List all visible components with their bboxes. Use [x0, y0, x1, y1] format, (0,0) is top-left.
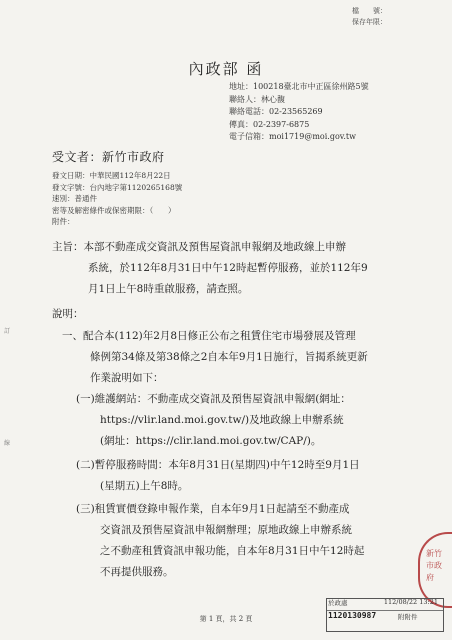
file-labels — [352, 6, 387, 28]
binding-mark: 線 — [4, 440, 11, 447]
page-number: 第 1 頁，共 2 頁 — [199, 615, 253, 623]
item-line: 一、配合本(112)年2月8日修正公布之租賃住宅市場發展及管理 — [62, 330, 356, 342]
speed-class: 速別：普通件 — [52, 194, 97, 204]
subject-line: 月1日上午8時重啟服務，請查照。 — [88, 283, 249, 295]
sub-item-2 — [76, 455, 360, 497]
sub-item-line: 交資訊及預售屋資訊申報網辦理；原地政線上申辦系統 — [100, 524, 352, 536]
document-title: 內政部 函 — [188, 60, 264, 78]
item-line: 作業說明如下： — [90, 372, 164, 384]
explanation-item-1 — [62, 326, 368, 389]
stamp-header — [328, 598, 440, 607]
explanation-label: 說明： — [52, 308, 84, 320]
sub-item-line: (二)暫停服務時間：本年8月31日(星期四)中午12時至9月1日 — [76, 459, 360, 471]
address: 地址：100218臺北市中正區徐州路5號 — [229, 82, 369, 91]
stamp-timestamp: 112/08/22 13:21 — [383, 598, 438, 606]
binding-mark: 訂 — [4, 328, 11, 335]
meta-block — [52, 170, 182, 228]
file-number-label: 檔 號： — [352, 7, 387, 15]
contact-person: 聯絡人：林心馥 — [229, 94, 285, 104]
sub-item-line: 之不動產租賃資訊申報功能，自本年8月31日中午12時起 — [100, 545, 365, 557]
secrecy-label: 密等及解密條件或保密期限：（ — [52, 205, 154, 215]
issue-date: 發文日期：中華民國112年8月22日 — [52, 171, 171, 180]
seal-text: 新竹市政府 — [426, 549, 442, 582]
sub-item-line: (三)租賃實價登錄申報作業，自本年9月1日起請至不動產成 — [76, 503, 350, 515]
contact-block — [229, 81, 369, 144]
sub-item-line: 不再提供服務。 — [100, 566, 174, 578]
item-line: 條例第34條及第38條之2自本年9月1日施行，旨揭系統更新 — [90, 351, 368, 363]
subject-line: 主旨：本部不動產成交資訊及預售屋資訊申報網及地政線上申辦 — [52, 241, 346, 253]
subject-line: 系統，於112年8月31日中午12時起暫停服務，並於112年9 — [88, 262, 368, 274]
maintenance-url-line: https://vlir.land.moi.gov.tw/)及地政線上申辦系統 — [100, 414, 344, 426]
secrecy-level — [52, 205, 182, 217]
fax: 傳真：02-2397-6875 — [229, 119, 310, 129]
subject-block — [52, 237, 368, 300]
document-number: 發文字號：台內地字第1120265168號 — [52, 182, 183, 192]
email: 電子信箱：moi1719@moi.gov.tw — [229, 132, 356, 141]
stamp-attachment: 附附件 — [398, 613, 418, 621]
sub-item-line: (一)維護網站：不動產成交資訊及預售屋資訊申報網(網址： — [76, 393, 351, 405]
secrecy-close: ） — [168, 205, 176, 215]
phone: 聯絡電話：02-23565269 — [229, 107, 323, 116]
sub-item-3 — [76, 499, 364, 583]
sub-item-1 — [76, 389, 351, 452]
maintenance-url-line: (網址：https://clir.land.moi.gov.tw/CAP/)。 — [100, 435, 322, 447]
sub-item-line: (星期五)上午8時。 — [100, 480, 189, 492]
stamp-office: 於政處 — [328, 599, 348, 607]
retention-label: 保存年限： — [352, 18, 387, 26]
attachment: 附件： — [52, 217, 75, 227]
stamp-doc-code: 1120130987 — [328, 611, 377, 620]
recipient: 受文者：新竹市政府 — [52, 150, 165, 164]
